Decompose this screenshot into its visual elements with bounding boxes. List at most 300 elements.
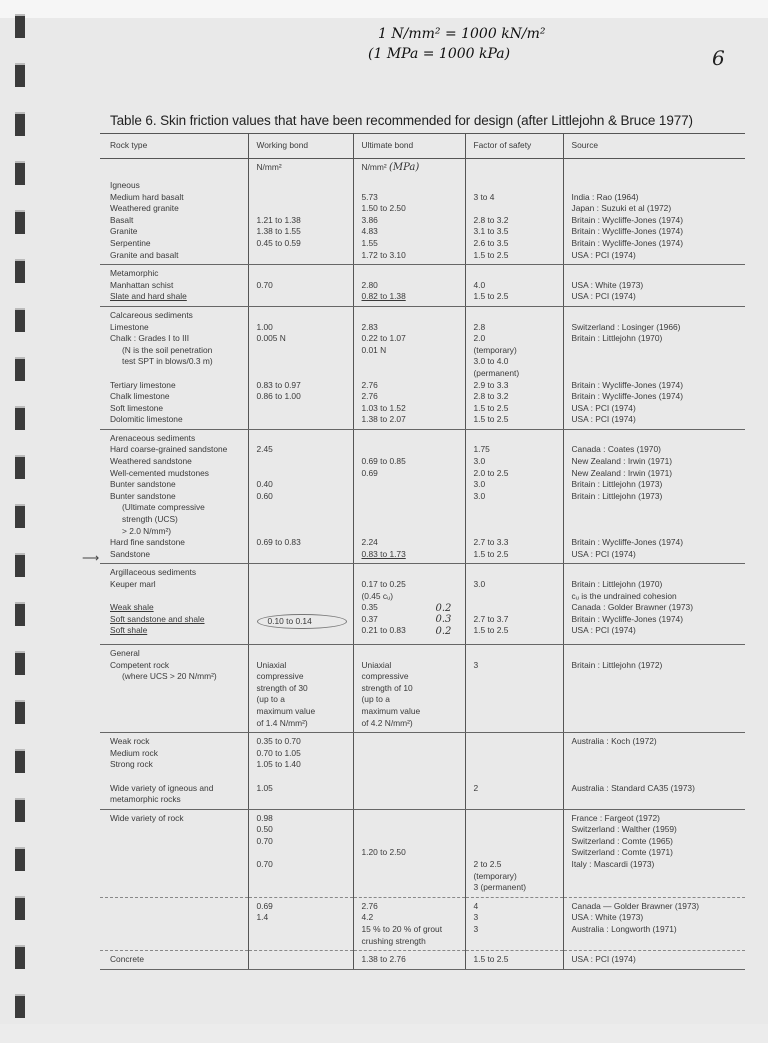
table-row-value: 2.8 to 3.2 bbox=[473, 214, 509, 225]
table-row-value: (up to a bbox=[361, 694, 390, 705]
table-row-value: Switzerland : Comte (1971) bbox=[571, 847, 673, 858]
table-row-value: USA : PCI (1974) bbox=[571, 414, 636, 425]
table-row-value: 0.70 bbox=[256, 835, 273, 846]
table-row-value: 4.83 bbox=[361, 226, 378, 237]
table-row-value: 4.2 bbox=[361, 912, 374, 923]
cell-source bbox=[563, 306, 745, 429]
table-row-value: Britain : Wycliffe-Jones (1974) bbox=[571, 214, 683, 225]
table-row-value: Britain : Littlejohn (1970) bbox=[571, 333, 663, 344]
table-row-value bbox=[572, 356, 740, 368]
cell-rock-type bbox=[100, 809, 248, 897]
table-row-value bbox=[572, 526, 740, 538]
table-row-value: 3.0 bbox=[473, 479, 486, 490]
table-row-value: Bunter sandstone bbox=[110, 479, 176, 490]
table-row-value bbox=[362, 491, 459, 503]
table-row-value bbox=[257, 291, 347, 303]
table-row-value bbox=[572, 514, 740, 526]
table-row-value: 1.05 bbox=[256, 782, 273, 793]
group-heading: Argillaceous sediments bbox=[110, 567, 197, 578]
table-row-value: cᵤ is the undrained cohesion bbox=[571, 590, 677, 601]
table-row-value: Australia : Standard CA35 (1973) bbox=[571, 782, 695, 793]
table-row-value: 1.50 to 2.50 bbox=[361, 203, 406, 214]
table-row-value bbox=[572, 871, 740, 883]
cell-factor-of-safety bbox=[465, 429, 563, 564]
table-row-value: Wide variety of rock bbox=[110, 812, 184, 823]
table-row-value: 1.72 to 3.10 bbox=[361, 249, 406, 260]
table-row-value: 4.0 bbox=[473, 279, 486, 290]
cell-rock-type bbox=[100, 177, 248, 265]
cell-factor-of-safety bbox=[465, 177, 563, 265]
table-row-value bbox=[362, 514, 459, 526]
table-row-value: 1.38 to 2.07 bbox=[361, 414, 406, 425]
cell-source bbox=[563, 644, 745, 732]
table-group bbox=[100, 733, 745, 810]
table-group bbox=[100, 897, 745, 950]
table-row-value: 2.7 to 3.7 bbox=[473, 613, 509, 624]
table-row-value: Hard coarse-grained sandstone bbox=[110, 444, 228, 455]
table-row-value bbox=[572, 683, 740, 695]
table-row-value: 2.9 to 3.3 bbox=[473, 379, 509, 390]
table-row-value: Uniaxial bbox=[256, 659, 287, 670]
table-row-value: Dolomitic limestone bbox=[110, 414, 183, 425]
table-group bbox=[100, 429, 745, 564]
table-row-value: 0.83 to 0.97 bbox=[256, 379, 301, 390]
table-row-value: 1.38 to 1.55 bbox=[256, 226, 301, 237]
table-row-value: 0.70 bbox=[256, 279, 273, 290]
cell-factor-of-safety bbox=[465, 265, 563, 307]
cell-source bbox=[563, 564, 745, 645]
table-row-value: maximum value bbox=[361, 705, 421, 716]
table-row-value bbox=[474, 683, 557, 695]
table-row-value bbox=[257, 602, 347, 614]
cell-source bbox=[563, 177, 745, 265]
table-row-value: Weathered granite bbox=[110, 203, 179, 214]
table-row-value bbox=[110, 871, 242, 883]
cell-factor-of-safety bbox=[465, 733, 563, 810]
table-row-value: 0.69 bbox=[256, 900, 273, 911]
table-row-value: 0.86 to 1.00 bbox=[256, 391, 301, 402]
handwritten-mpa-note: (MPa) bbox=[388, 162, 420, 173]
table-row-value: 2.76 bbox=[361, 391, 378, 402]
cell-ultimate-bond bbox=[353, 306, 465, 429]
table-row-value: strength of 30 bbox=[256, 682, 308, 693]
table-row-value: (0.45 cᵤ) bbox=[361, 590, 394, 601]
table-group bbox=[100, 951, 745, 970]
table-row-value bbox=[572, 368, 740, 380]
table-row-value bbox=[474, 718, 557, 730]
table-row-value: 0.40 bbox=[256, 479, 273, 490]
table-group bbox=[100, 265, 745, 307]
table-row-value: Switzerland : Walther (1959) bbox=[571, 824, 677, 835]
table-row-value bbox=[362, 502, 459, 514]
cell-ultimate-bond bbox=[353, 265, 465, 307]
table-row-value: 5.73 bbox=[361, 191, 378, 202]
table-row-value: of 4.2 N/mm²) bbox=[361, 717, 413, 728]
table-row-value: Basalt bbox=[110, 214, 134, 225]
table-row-value bbox=[110, 771, 242, 783]
table-row-value bbox=[257, 549, 347, 561]
cell-working-bond bbox=[248, 429, 353, 564]
table-row-value bbox=[572, 936, 740, 948]
table-row-value: Granite and basalt bbox=[110, 249, 179, 260]
table-row-value: (N is the soil penetration bbox=[122, 344, 213, 355]
table-row-value: 3.86 bbox=[361, 214, 378, 225]
table-row-value bbox=[474, 794, 557, 806]
table-row-value: Weak rock bbox=[110, 736, 150, 747]
table-row-value: Manhattan schist bbox=[110, 279, 174, 290]
table-row-value: USA : White (1973) bbox=[571, 912, 644, 923]
page-number: 6 bbox=[712, 46, 725, 70]
table-row-value bbox=[362, 759, 459, 771]
table-row-value: 3 bbox=[473, 912, 479, 923]
table-row-value: Bunter sandstone bbox=[110, 490, 176, 501]
table-row-value bbox=[362, 859, 459, 871]
table-row-value: Serpentine bbox=[110, 237, 151, 248]
cell-ultimate-bond bbox=[353, 809, 465, 897]
table-row-value: Concrete bbox=[110, 954, 144, 965]
table-row-value: Britain : Littlejohn (1972) bbox=[571, 659, 663, 670]
table-row-value: 1.4 bbox=[256, 912, 269, 923]
table-row-value: 1.21 to 1.38 bbox=[256, 214, 301, 225]
table-row-value: USA : PCI (1974) bbox=[571, 625, 636, 636]
table-row-value: Well-cemented mudstones bbox=[110, 467, 209, 478]
table-row-value bbox=[572, 345, 740, 357]
page-top-edge bbox=[0, 0, 768, 18]
table-row-value bbox=[257, 345, 347, 357]
cell-ultimate-bond bbox=[353, 429, 465, 564]
table-row-value: 3 bbox=[473, 924, 479, 935]
table-row-value: 0.69 bbox=[361, 467, 378, 478]
cell-ultimate-bond bbox=[353, 644, 465, 732]
table-row-value bbox=[362, 748, 459, 760]
table-row-value bbox=[257, 468, 347, 480]
table-row-value: 0.70 bbox=[256, 859, 273, 870]
table-row-value: Chalk limestone bbox=[110, 391, 170, 402]
table-row-value: 1.5 to 2.5 bbox=[473, 625, 509, 636]
table-row-value bbox=[572, 794, 740, 806]
cell-factor-of-safety bbox=[465, 951, 563, 970]
table-row-value: Canada : Coates (1970) bbox=[571, 444, 661, 455]
group-heading: Igneous bbox=[110, 180, 140, 190]
table-row-value bbox=[110, 912, 242, 924]
table-row-value: 3.1 to 3.5 bbox=[473, 226, 509, 237]
cell-rock-type bbox=[100, 644, 248, 732]
table-row-value bbox=[257, 514, 347, 526]
units-row bbox=[100, 159, 745, 178]
table-row-value: 0.45 to 0.59 bbox=[256, 237, 301, 248]
table-row-value bbox=[110, 683, 242, 695]
cell-working-bond bbox=[248, 951, 353, 970]
table-row-value: 2.76 bbox=[361, 379, 378, 390]
table-row-value: Medium rock bbox=[110, 747, 158, 758]
skin-friction-table bbox=[100, 133, 745, 970]
table-row-value: 0.21 to 0.83 bbox=[361, 625, 406, 636]
table-row-value: 3.0 bbox=[473, 579, 486, 589]
header-source: Source bbox=[563, 134, 745, 159]
table-row-value bbox=[474, 813, 557, 825]
table-row-value bbox=[362, 794, 459, 806]
table-row-value bbox=[474, 836, 557, 848]
table-row-value bbox=[257, 771, 347, 783]
table-row-value: 3 to 4 bbox=[473, 191, 495, 202]
table-row-value: Britain : Wycliffe-Jones (1974) bbox=[571, 379, 683, 390]
cell-working-bond bbox=[248, 644, 353, 732]
table-row-value bbox=[572, 706, 740, 718]
cell-source bbox=[563, 265, 745, 307]
table-row-value: Weak shale bbox=[110, 602, 154, 613]
table-row-value: 1.5 to 2.5 bbox=[473, 414, 509, 425]
table-row-value bbox=[110, 859, 242, 871]
table-row-value: USA : PCI (1974) bbox=[571, 291, 636, 302]
header-ultimate-bond: Ultimate bond bbox=[353, 134, 465, 159]
table-row-value: test SPT in blows/0.3 m) bbox=[122, 356, 213, 367]
table-row-value: Tertiary limestone bbox=[110, 379, 176, 390]
table-row-value bbox=[572, 718, 740, 730]
table-row-value bbox=[257, 924, 347, 936]
table-row-value: 1.03 to 1.52 bbox=[361, 402, 406, 413]
table-row-value: Switzerland : Losinger (1966) bbox=[571, 321, 681, 332]
table-row-value bbox=[362, 368, 459, 380]
table-row-value: Keuper marl bbox=[110, 579, 156, 589]
header-working-bond: Working bond bbox=[248, 134, 353, 159]
table-row-value bbox=[474, 824, 557, 836]
table-group bbox=[100, 177, 745, 265]
table-row-value bbox=[362, 836, 459, 848]
cell-working-bond bbox=[248, 306, 353, 429]
table-row-value: 0.35 bbox=[361, 602, 378, 613]
table-row-value bbox=[257, 871, 347, 883]
cell-working-bond bbox=[248, 564, 353, 645]
table-row-value: (where UCS > 20 N/mm²) bbox=[122, 671, 217, 682]
table-row-value: 0.60 bbox=[256, 490, 273, 501]
table-row-value bbox=[110, 694, 242, 706]
table-row-value: crushing strength bbox=[361, 935, 426, 946]
table-row-value bbox=[362, 736, 459, 748]
table-row-value: 3 bbox=[473, 659, 479, 670]
table-row-value: Hard fine sandstone bbox=[110, 537, 185, 548]
table-row-value: Soft sandstone and shale bbox=[110, 613, 205, 624]
group-heading: General bbox=[110, 647, 140, 658]
cell-rock-type bbox=[100, 897, 248, 950]
table-row-value bbox=[572, 771, 740, 783]
table-row-value: (temporary) bbox=[473, 870, 517, 881]
table-row-value bbox=[362, 871, 459, 883]
binding-holes bbox=[15, 14, 27, 1043]
table-row-value bbox=[362, 526, 459, 538]
table-row-value: 1.20 to 2.50 bbox=[361, 847, 406, 858]
table-row-value bbox=[110, 936, 242, 948]
table-row-value: Britain : Littlejohn (1970) bbox=[571, 579, 663, 589]
table-row-value: Slate and hard shale bbox=[110, 291, 187, 302]
table-row-value bbox=[474, 671, 557, 683]
table-row-value: USA : PCI (1974) bbox=[571, 548, 636, 559]
table-group bbox=[100, 809, 745, 897]
table-row-value bbox=[474, 502, 557, 514]
table-row-value: 3.0 bbox=[473, 456, 486, 467]
table-row-value bbox=[257, 403, 347, 415]
table-row-value: (permanent) bbox=[473, 367, 520, 378]
table-row-value: 0.50 bbox=[256, 824, 273, 835]
table-group bbox=[100, 644, 745, 732]
table-row-value: 2.8 to 3.2 bbox=[473, 391, 509, 402]
group-heading: Calcareous sediments bbox=[110, 309, 193, 320]
table-row-value bbox=[110, 591, 242, 603]
table-row-value: 1.55 bbox=[361, 237, 378, 248]
cell-working-bond bbox=[248, 733, 353, 810]
table-row-value bbox=[474, 694, 557, 706]
table-row-value: 0.17 to 0.25 bbox=[361, 579, 406, 589]
cell-ultimate-bond bbox=[353, 951, 465, 970]
cell-rock-type bbox=[100, 429, 248, 564]
table-row-value bbox=[362, 813, 459, 825]
table-row-value: Italy : Mascardi (1973) bbox=[571, 859, 655, 870]
table-row-value bbox=[362, 783, 459, 795]
table-row-value: 2.83 bbox=[361, 321, 378, 332]
table-row-value: France : Fargeot (1972) bbox=[571, 812, 660, 823]
table-row-value: 1.00 bbox=[256, 321, 273, 332]
table-row-value bbox=[110, 901, 242, 913]
table-row-value: (temporary) bbox=[473, 344, 517, 355]
table-row-value: Japan : Suzuki et al (1972) bbox=[571, 203, 672, 214]
cell-source bbox=[563, 733, 745, 810]
table-row-value: 2.0 bbox=[473, 333, 486, 344]
table-row-value bbox=[257, 203, 347, 215]
table-row-value bbox=[572, 502, 740, 514]
table-row-value: 0.35 to 0.70 bbox=[256, 736, 301, 747]
table-row-value: metamorphic rocks bbox=[110, 794, 181, 805]
table-row-value bbox=[257, 882, 347, 894]
table-row-value: strength of 10 bbox=[361, 682, 413, 693]
table-row-value bbox=[474, 736, 557, 748]
handwritten-conversion-1: 1 N/mm² = 1000 kN/m² bbox=[378, 26, 546, 42]
table-row-value: 0.83 to 1.73 bbox=[361, 548, 406, 559]
table-row-value: 3.0 bbox=[473, 490, 486, 501]
table-row-value bbox=[110, 836, 242, 848]
table-row-value: Canada : Golder Brawner (1973) bbox=[571, 602, 694, 613]
table-row-value: Weathered sandstone bbox=[110, 456, 192, 467]
table-row-value bbox=[474, 936, 557, 948]
table-row-value bbox=[362, 824, 459, 836]
table-row-value: Britain : Littlejohn (1973) bbox=[571, 490, 663, 501]
table-row-value: 15 % to 20 % of grout bbox=[361, 924, 443, 935]
table-row-value: 0.82 to 1.38 bbox=[361, 291, 406, 302]
table-row-value: 3.0 to 4.0 bbox=[473, 356, 509, 367]
table-row-value: Granite bbox=[110, 226, 138, 237]
table-row-value bbox=[362, 771, 459, 783]
table-row-value bbox=[257, 368, 347, 380]
table-row-value: 0.01 N bbox=[361, 344, 387, 355]
table-row-value bbox=[257, 794, 347, 806]
cell-source bbox=[563, 429, 745, 564]
table-row-value: 2.6 to 3.5 bbox=[473, 237, 509, 248]
table-row-value bbox=[572, 759, 740, 771]
unit-working: N/mm² bbox=[248, 159, 353, 178]
table-row-value: 1.5 to 2.5 bbox=[473, 954, 509, 965]
table-row-value: Wide variety of igneous and bbox=[110, 782, 214, 793]
table-row-value: 0.70 to 1.05 bbox=[256, 747, 301, 758]
cell-working-bond bbox=[248, 897, 353, 950]
table-row-value: India : Rao (1964) bbox=[571, 191, 639, 202]
table-row-value bbox=[257, 192, 347, 204]
table-row-value: 0.10 to 0.14 bbox=[257, 614, 347, 630]
table-row-value bbox=[257, 847, 347, 859]
table-row-value: 2 to 2.5 bbox=[473, 859, 502, 870]
table-row-value: compressive bbox=[361, 671, 409, 682]
cell-rock-type bbox=[100, 733, 248, 810]
table-row-value bbox=[257, 356, 347, 368]
table-row-value bbox=[110, 924, 242, 936]
table-row-value bbox=[110, 882, 242, 894]
table-row-value: Canada — Golder Brawner (1973) bbox=[571, 900, 700, 911]
table-row-value bbox=[257, 414, 347, 426]
table-row-value bbox=[110, 718, 242, 730]
table-row-value: Competent rock bbox=[110, 659, 170, 670]
cell-working-bond bbox=[248, 809, 353, 897]
table-row-value: USA : PCI (1974) bbox=[571, 402, 636, 413]
table-row-value: > 2.0 N/mm²) bbox=[122, 525, 172, 536]
table-row-value: Australia : Longworth (1971) bbox=[571, 924, 677, 935]
table-row-value bbox=[572, 748, 740, 760]
table-row-value: Medium hard basalt bbox=[110, 191, 184, 202]
table-row-value: Britain : Wycliffe-Jones (1974) bbox=[571, 391, 683, 402]
table-row-value bbox=[362, 882, 459, 894]
table-row-value bbox=[474, 591, 557, 603]
table-row-value bbox=[474, 706, 557, 718]
table-row-value: Switzerland : Comte (1965) bbox=[571, 835, 673, 846]
table-row-value: 0.69 to 0.83 bbox=[256, 537, 301, 548]
cell-rock-type bbox=[100, 951, 248, 970]
table-title: Table 6. Skin friction values that have been recommended for design (after Littlejohn & Bruce 1977) bbox=[110, 113, 693, 128]
table-row-value bbox=[257, 456, 347, 468]
group-heading: Arenaceous sediments bbox=[110, 432, 196, 443]
table-row-value bbox=[110, 824, 242, 836]
table-row-value bbox=[474, 771, 557, 783]
table-row-value: Strong rock bbox=[110, 759, 153, 770]
table-row-value bbox=[572, 671, 740, 683]
group-heading: Metamorphic bbox=[110, 268, 159, 279]
table-row-value bbox=[474, 514, 557, 526]
table-row-value bbox=[474, 748, 557, 760]
table-row-value bbox=[474, 203, 557, 215]
cell-rock-type bbox=[100, 564, 248, 645]
table-row-value: strength (UCS) bbox=[122, 514, 178, 525]
table-row-value: Britain : Wycliffe-Jones (1974) bbox=[571, 613, 683, 624]
table-group bbox=[100, 306, 745, 429]
cell-working-bond bbox=[248, 177, 353, 265]
table-row-value: Limestone bbox=[110, 321, 149, 332]
table-row-value: 2.8 bbox=[473, 321, 486, 332]
table-row-value: USA : White (1973) bbox=[571, 279, 644, 290]
table-row-value: New Zealand : Irwin (1971) bbox=[571, 467, 673, 478]
table-row-value: maximum value bbox=[256, 705, 316, 716]
handwritten-conversion-2: (1 MPa = 1000 kPa) bbox=[368, 46, 511, 62]
table-row-value: Australia : Koch (1972) bbox=[571, 736, 657, 747]
table-row-value bbox=[257, 526, 347, 538]
table-row-value: 1.38 to 2.76 bbox=[361, 954, 406, 965]
table-row-value: Britain : Wycliffe-Jones (1974) bbox=[571, 226, 683, 237]
table-row-value: 0.005 N bbox=[256, 333, 286, 344]
table-row-value: 0.69 to 0.85 bbox=[361, 456, 406, 467]
table-row-value: 0.37 bbox=[361, 613, 378, 624]
table-row-value bbox=[474, 602, 557, 614]
cell-ultimate-bond bbox=[353, 897, 465, 950]
cell-ultimate-bond: 0.17 to 0.25 (0.45 cᵤ) 0.35 0.2 0.37 0.3 0.21 to 0.83 0.2 bbox=[353, 564, 465, 645]
table-row-value bbox=[257, 502, 347, 514]
table-row-value bbox=[474, 759, 557, 771]
table-row-value: 1.5 to 2.5 bbox=[473, 249, 509, 260]
table-row-value: 1.5 to 2.5 bbox=[473, 402, 509, 413]
table-row-value: Britain : Littlejohn (1973) bbox=[571, 479, 663, 490]
